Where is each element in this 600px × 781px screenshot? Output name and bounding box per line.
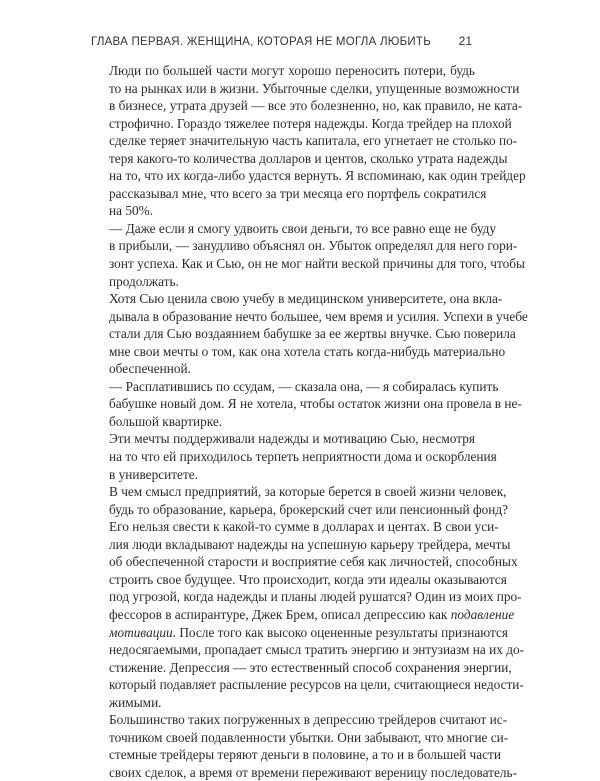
emphasis-text: мотивации xyxy=(109,624,173,640)
paragraph-6 xyxy=(91,483,525,711)
text-line: сделке теряет значительную часть капитала, его угнетает не столько по- xyxy=(109,133,518,149)
body-text xyxy=(91,62,528,781)
text-line: мотивации. После того как высоко оцененные результаты признаются xyxy=(109,624,509,640)
text-line: строить свое будущее. Что происходит, когда эти идеалы оказываются xyxy=(109,571,507,587)
text-line: рассказывал мне, что всего за три месяца его портфель сократился xyxy=(109,185,487,201)
text-line: зонт успеха. Как и Сью, он не мог найти веской причины для того, чтобы xyxy=(109,256,525,272)
text-line: под угрозой, когда надежды и планы людей рушатся? Один из моих про- xyxy=(109,589,522,605)
text-line: на то, что их когда-либо удастся вернуть. Я вспоминаю, как один трейдер xyxy=(109,168,526,184)
text-line: бабушке новый дом. Я не хотела, чтобы остаток жизни она провела в не- xyxy=(109,396,522,412)
text-line: в прибыли, — занудливо объяснял он. Убыток определял для него гори- xyxy=(109,238,518,254)
text-line: недосягаемыми, пропадает смысл тратить энергию и энтузиазм на их до- xyxy=(109,642,525,658)
text-line: Большинство таких погруженных в депрессию трейдеров считают ис- xyxy=(109,712,508,728)
text-line: будь то образование, карьера, брокерский счет или пенсионный фонд? xyxy=(109,501,509,517)
text-line: теря какого-то количества долларов и центов, сколько утрата надежды xyxy=(109,150,508,166)
chapter-title: ГЛАВА ПЕРВАЯ. ЖЕНЩИНА, КОТОРАЯ НЕ МОГЛА ЛЮБИТЬ xyxy=(91,36,431,48)
text-line: В чем смысл предприятий, за которые берется в своей жизни человек, xyxy=(109,484,507,500)
paragraph-2 xyxy=(91,220,525,290)
text-line: Хотя Сью ценила свою учебу в медицинском университете, она вкла- xyxy=(109,291,503,307)
paragraph-4 xyxy=(91,378,522,431)
paragraph-1 xyxy=(91,62,526,220)
text-line: дывала в образование нечто большее, чем время и усилия. Успехи в учебе xyxy=(109,308,528,324)
text-line: жимыми. xyxy=(109,694,162,710)
text-line: обеспеченной. xyxy=(109,361,191,377)
text-line: который подавляет распыление ресурсов на цели, считающиеся недости- xyxy=(109,677,524,693)
text-line: строфично. Гораздо тяжелее потеря надежды. Когда трейдер на плохой xyxy=(109,115,512,131)
paragraph-3 xyxy=(91,290,528,378)
text-line: стемные трейдеры теряют деньги в половине, а то и в большей части xyxy=(109,747,501,763)
text-line: фессоров в аспирантуре, Джек Брем, описал депрессию как подавление xyxy=(109,606,515,622)
text-line: большой квартирке. xyxy=(109,413,223,429)
text-line: об обеспеченной старости и восприятие себя как личностей, способных xyxy=(109,554,518,570)
running-header xyxy=(91,34,472,48)
text-line: в университете. xyxy=(109,466,199,482)
text-line: лия люди вкладывают надежды на успешную карьеру трейдера, мечты xyxy=(109,536,511,552)
text-line: то на рынках или в жизни. Убыточные сделки, упущенные возможности xyxy=(109,80,520,96)
text-line: точником своей подавленности убытки. Они забывают, что многие си- xyxy=(109,729,509,745)
text-line: стали для Сью воздаянием бабушке за ее жертвы внучке. Сью поверила xyxy=(109,326,516,342)
page-number: 21 xyxy=(458,34,472,48)
text-line: стижение. Депрессия — это естественный способ сохранения энергии, xyxy=(109,659,512,675)
text-line: — Даже если я смогу удвоить свои деньги, то все равно еще не буду xyxy=(109,220,497,236)
text-line: Его нельзя свести к какой-то сумме в долларах и центах. В свои уси- xyxy=(109,519,499,535)
text-line: Люди по большей части могут хорошо переносить потери, будь xyxy=(109,63,475,78)
paragraph-7 xyxy=(91,711,518,781)
text-line: Эти мечты поддерживали надежды и мотивацию Сью, несмотря xyxy=(109,431,475,447)
text-line: на то что ей приходилось терпеть неприятности дома и оскорбления xyxy=(109,449,497,465)
emphasis-text: подавление xyxy=(450,606,515,622)
text-line: — Расплатившись по ссудам, — сказала она, — я собиралась купить xyxy=(109,378,499,394)
text-line: на 50%. xyxy=(109,203,154,219)
text-line: в бизнесе, утрата друзей — все это болезненно, но, как правило, не ката- xyxy=(109,98,523,114)
text-line: мне свои мечты о том, как она хотела стать когда-нибудь материально xyxy=(109,343,506,359)
text-line: продолжать. xyxy=(109,273,179,289)
text-line: своих сделок, а время от времени переживают вереницу последователь- xyxy=(109,764,518,780)
paragraph-5 xyxy=(91,430,497,483)
